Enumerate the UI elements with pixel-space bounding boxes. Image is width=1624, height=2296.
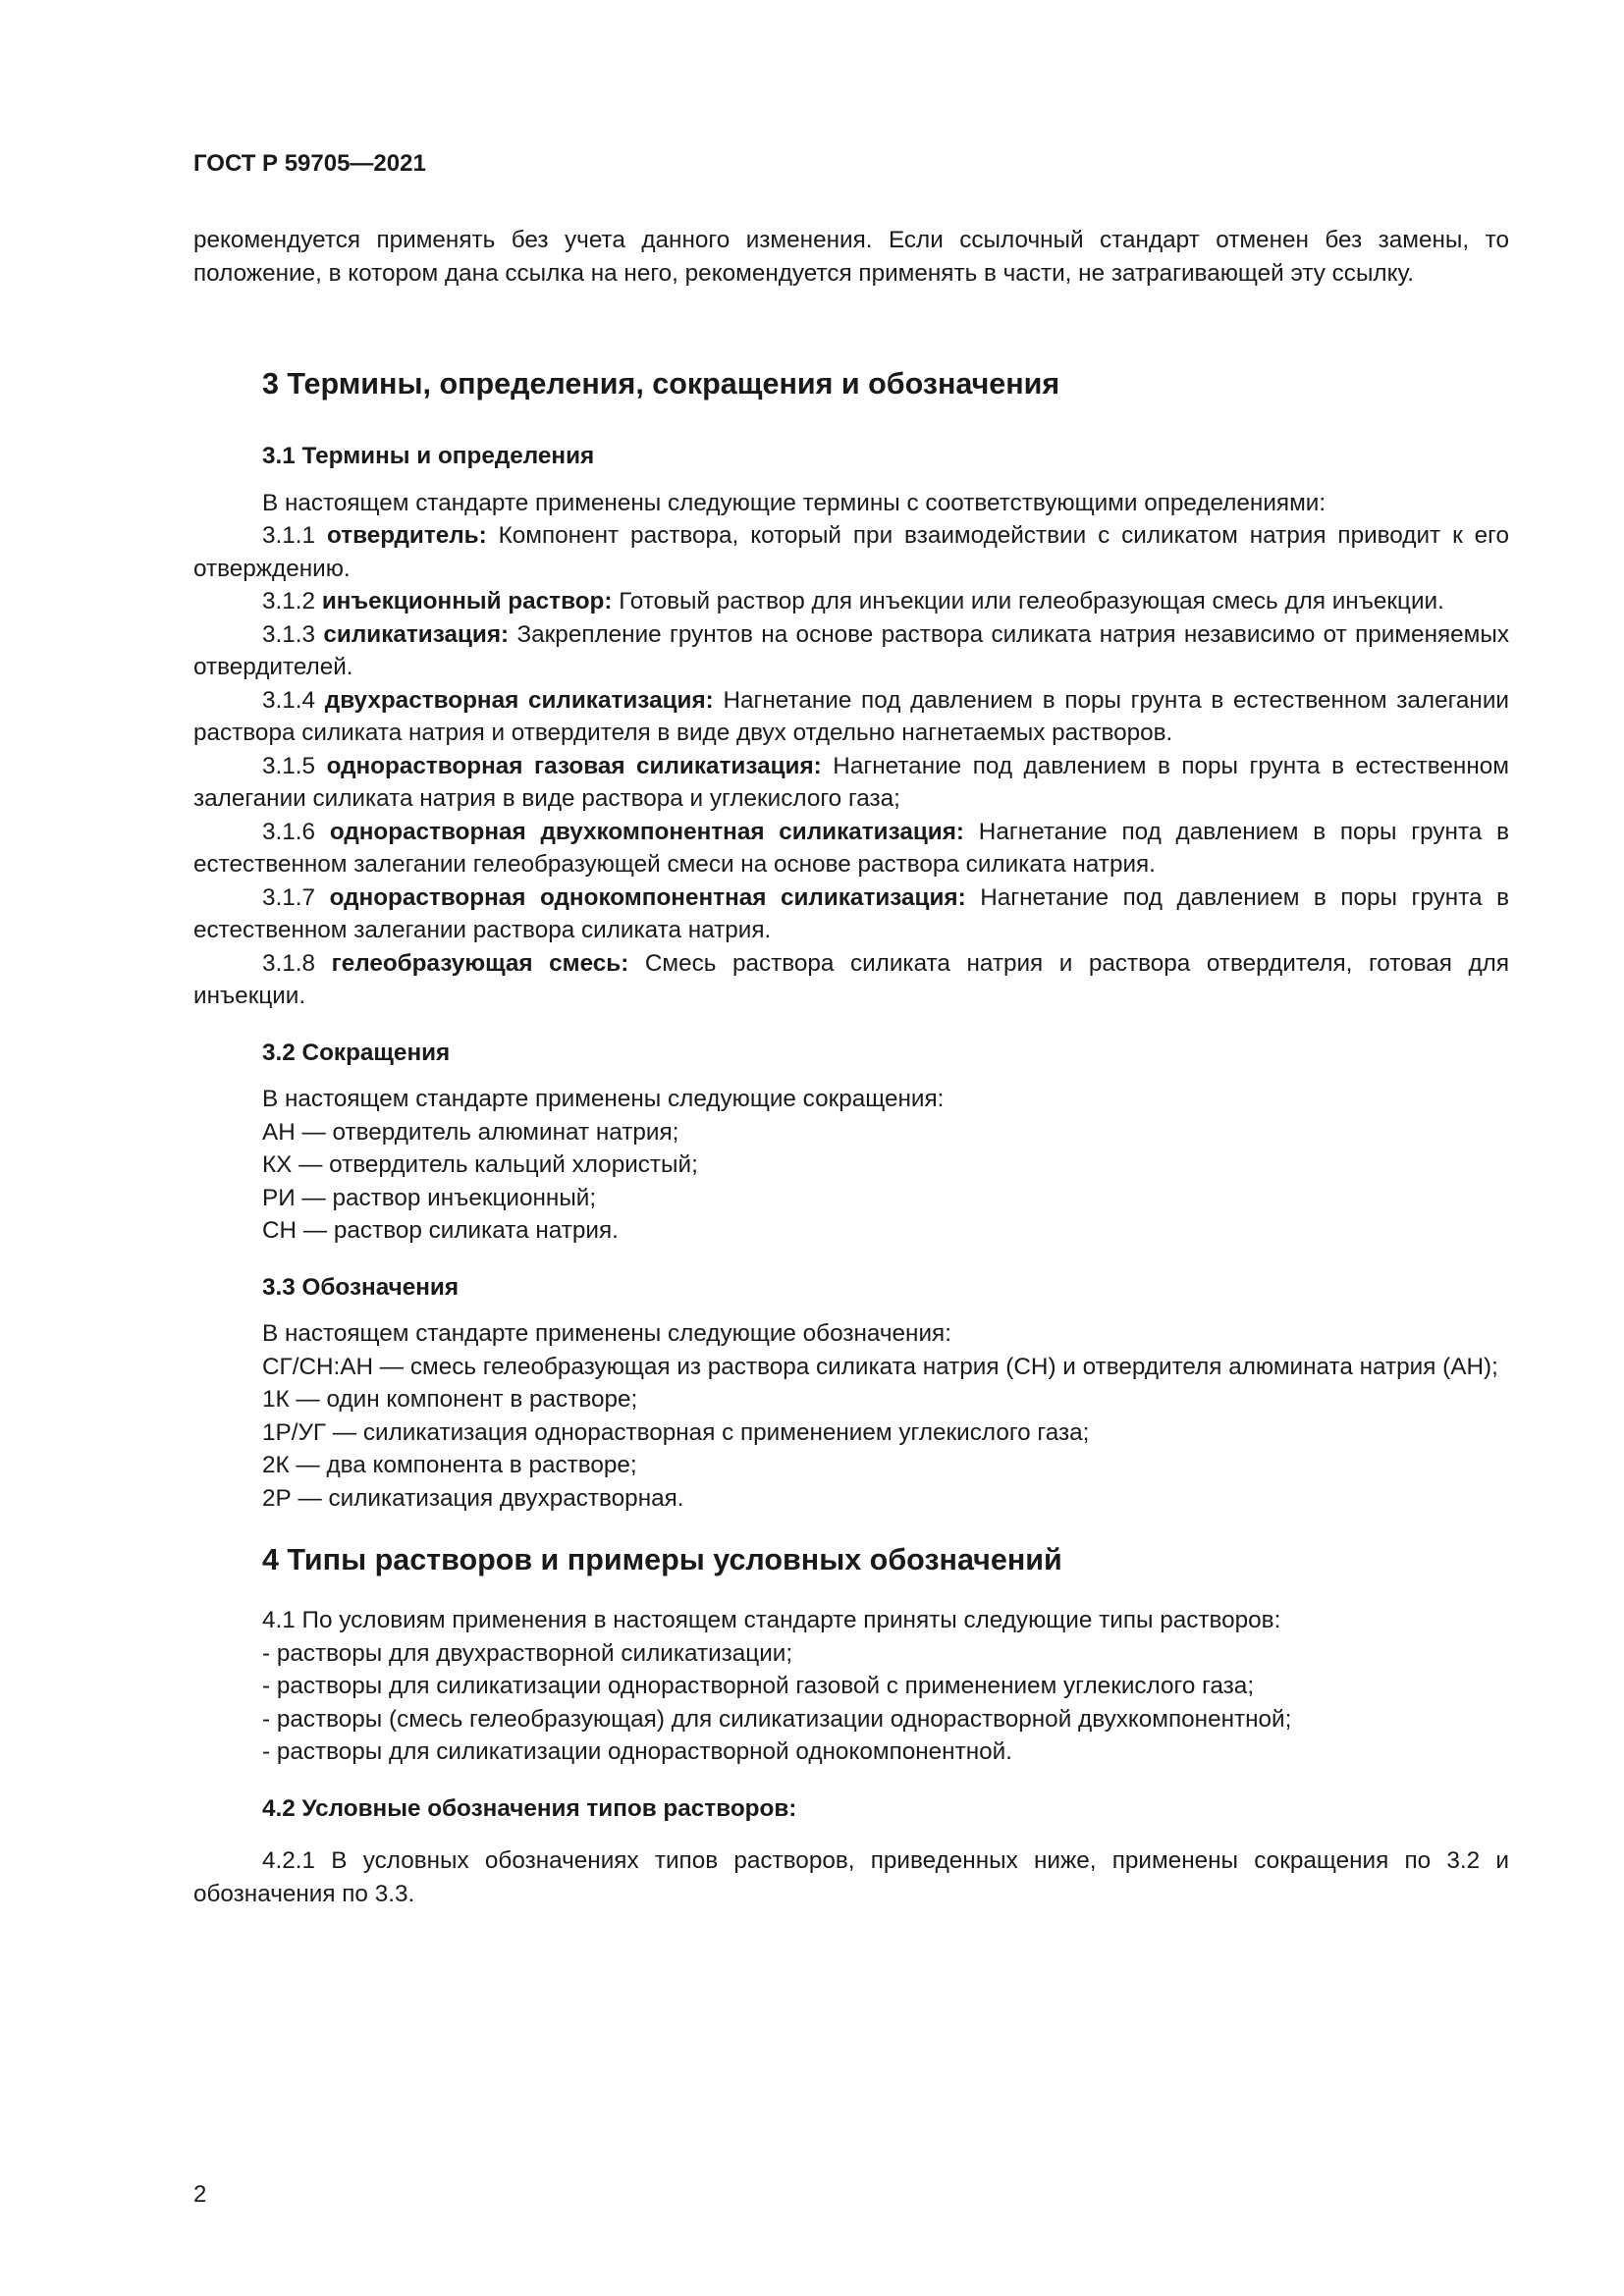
document-body	[193, 224, 1509, 1910]
term-3-1-7	[193, 881, 1509, 947]
term-name: однорастворная однокомпонентная силикатизация:	[329, 883, 966, 911]
term-name: гелеобразующая смесь:	[331, 949, 629, 977]
term-definition: Нагнетание под давлением в поры грунта в естественном залегании силиката натрия в виде раствора и углекислого газа;	[193, 752, 1509, 812]
designation-item: 1Р/УГ — силикатизация однорастворная с применением углекислого газа;	[262, 1418, 1090, 1446]
term-3-1-6	[193, 816, 1509, 881]
section-3-title: 3 Термины, определения, сокращения и обозначения	[262, 367, 1060, 400]
designation-item: 1К — один компонент в растворе;	[262, 1386, 638, 1413]
designation-item: 2Р — силикатизация двухрастворная.	[262, 1484, 684, 1512]
designation-item: 2К — два компонента в растворе;	[262, 1452, 637, 1478]
term-3-1-4	[193, 684, 1509, 750]
term-name: однорастворная газовая силикатизация:	[326, 752, 822, 779]
running-head: ГОСТ Р 59705—2021	[193, 150, 426, 177]
term-name: отвердитель:	[326, 522, 487, 549]
term-name: инъекционный раствор:	[321, 588, 613, 614]
section-3-1-heading: 3.1 Термины и определения	[262, 443, 595, 469]
section-4-2-1-paragraph: 4.2.1 В условных обозначениях типов растворов, приведенных ниже, применены сокращения по 3.2 и обозначения по 3.3.	[193, 1847, 1509, 1907]
section-4-2-heading: 4.2 Условные обозначения типов растворов:	[262, 1794, 797, 1822]
abbreviation-item: РИ — раствор инъекционный;	[262, 1184, 597, 1211]
solution-type-item: - растворы для силикатизации однорастворной однокомпонентной.	[262, 1738, 1012, 1765]
term-number: 3.1.7	[262, 883, 316, 911]
term-number: 3.1.8	[262, 949, 316, 977]
section-4-title: 4 Типы растворов и примеры условных обозначений	[262, 1543, 1062, 1576]
designation-item: СГ/СН:АН — смесь гелеобразующая из раствора силиката натрия (СН) и отвердителя алюмината натрия (АН);	[262, 1353, 1498, 1380]
term-number: 3.1.1	[262, 522, 316, 549]
term-definition: Закрепление грунтов на основе раствора силиката натрия независимо от применяемых отвердителей.	[193, 620, 1509, 680]
term-name: силикатизация:	[323, 620, 510, 648]
section-3-1-intro: В настоящем стандарте применены следующие термины с соответствующими определениями:	[262, 489, 1326, 516]
page-number: 2	[193, 2181, 207, 2208]
term-name: однорастворная двухкомпонентная силикатизация:	[329, 818, 965, 845]
abbreviation-item: КХ — отвердитель кальций хлористый;	[262, 1151, 698, 1178]
section-3-3-intro: В настоящем стандарте применены следующие обозначения:	[262, 1320, 951, 1347]
solution-type-item: - растворы для двухрастворной силикатизации;	[262, 1639, 793, 1667]
term-3-1-3	[193, 618, 1509, 684]
solution-type-item: - растворы (смесь гелеобразующая) для силикатизации однорастворной двухкомпонентной;	[262, 1705, 1292, 1733]
term-definition: Нагнетание под давлением в поры грунта в естественном залегании раствора силиката натрия.	[193, 883, 1509, 943]
intro-paragraph: рекомендуется применять без учета данного изменения. Если ссылочный стандарт отменен без замены, то положение, в котором дана ссылка на него, рекомендуется применять в части, не затрагивающей эту ссылку.	[193, 227, 1509, 287]
abbreviation-item: СН — раствор силиката натрия.	[262, 1217, 619, 1244]
term-definition: Нагнетание под давлением в поры грунта в естественном залегании раствора силиката натрия и отвердителя в виде двух отдельно нагнетаемых растворов.	[193, 686, 1509, 746]
term-definition: Компонент раствора, который при взаимодействии с силикатом натрия приводит к его отверждению.	[193, 522, 1509, 582]
term-number: 3.1.3	[262, 620, 316, 648]
term-definition: Готовый раствор для инъекции или гелеобразующая смесь для инъекции.	[619, 588, 1444, 614]
term-name: двухрастворная силикатизация:	[324, 686, 714, 714]
term-3-1-2	[193, 585, 1509, 618]
section-3-2-heading: 3.2 Сокращения	[262, 1039, 451, 1066]
term-3-1-8	[193, 947, 1509, 1013]
term-number: 3.1.2	[262, 588, 316, 614]
term-3-1-1	[193, 519, 1509, 585]
term-definition: Нагнетание под давлением в поры грунта в естественном залегании гелеобразующей смеси на основе раствора силиката натрия.	[193, 818, 1509, 878]
solution-type-item: - растворы для силикатизации однорастворной газовой с применением углекислого газа;	[262, 1673, 1255, 1699]
section-3-3-heading: 3.3 Обозначения	[262, 1273, 460, 1301]
section-4-1-paragraph: 4.1 По условиям применения в настоящем стандарте приняты следующие типы растворов:	[262, 1607, 1281, 1633]
section-3-2-intro: В настоящем стандарте применены следующие сокращения:	[262, 1086, 945, 1112]
term-3-1-5	[193, 750, 1509, 816]
term-number: 3.1.6	[262, 818, 316, 845]
term-number: 3.1.4	[262, 686, 316, 714]
term-number: 3.1.5	[262, 752, 316, 779]
term-definition: Смесь раствора силиката натрия и раствора отвердителя, готовая для инъекции.	[193, 949, 1509, 1009]
abbreviation-item: АН — отвердитель алюминат натрия;	[262, 1118, 679, 1146]
